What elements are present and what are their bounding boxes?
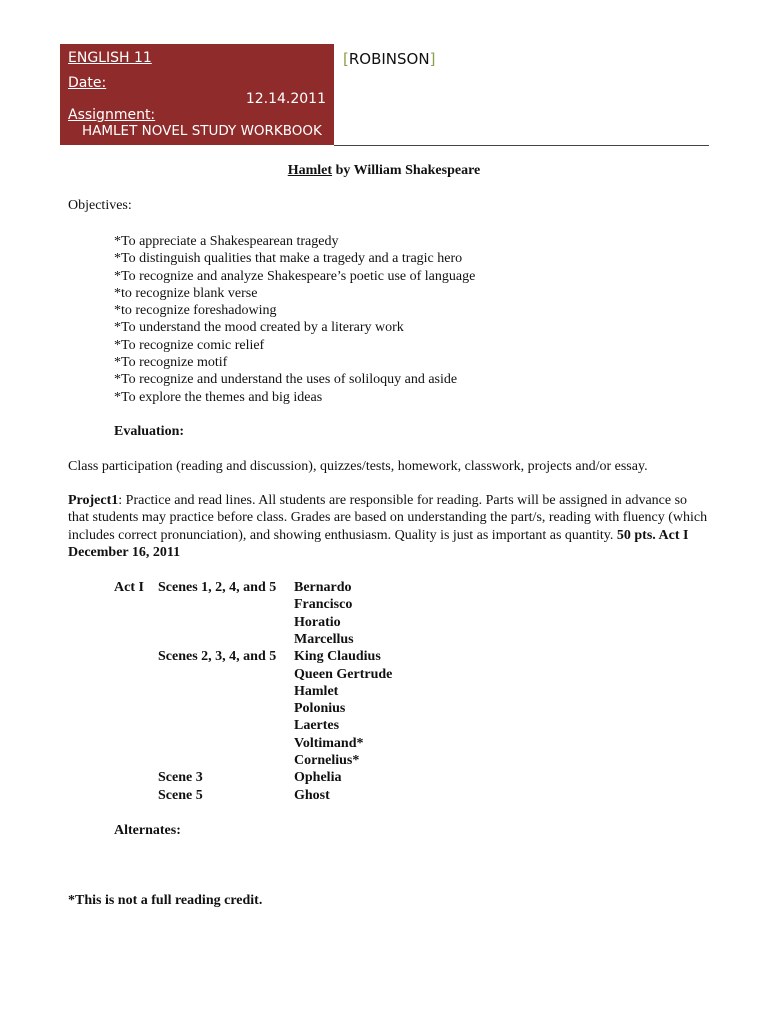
objective-item: *To recognize and understand the uses of soliloquy and aside bbox=[114, 372, 458, 388]
teacher-name bbox=[343, 50, 435, 68]
character-name: King Claudius bbox=[294, 649, 381, 665]
title-rest: by William Shakespeare bbox=[332, 163, 481, 178]
character-name: Francisco bbox=[294, 597, 353, 613]
act-label: Act I bbox=[114, 580, 144, 595]
objective-item: *To recognize motif bbox=[114, 355, 228, 371]
objective-item: *to recognize foreshadowing bbox=[114, 303, 277, 319]
scene-label: Scene 3 bbox=[158, 770, 203, 786]
alternates-label: Alternates: bbox=[114, 823, 181, 838]
character-name: Queen Gertrude bbox=[294, 666, 393, 682]
evaluation-label: Evaluation: bbox=[114, 424, 185, 439]
character-name: Polonius bbox=[294, 701, 346, 717]
course-label: ENGLISH 11 bbox=[68, 50, 152, 66]
date-value: 12.14.2011 bbox=[245, 91, 326, 107]
character-name: Hamlet bbox=[294, 683, 339, 699]
project-label: Project1 bbox=[68, 493, 119, 508]
assignment-label: Assignment: bbox=[68, 107, 156, 123]
character-name: Bernardo bbox=[294, 580, 352, 595]
teacher-bracket-close: ] bbox=[429, 50, 436, 68]
project-paragraph bbox=[68, 492, 708, 562]
objective-item: *To explore the themes and big ideas bbox=[114, 389, 323, 405]
scene-group-label: Scenes 1, 2, 4, and 5 bbox=[158, 580, 277, 595]
date-label: Date: bbox=[68, 75, 107, 91]
header-rule bbox=[334, 145, 709, 146]
title-work: Hamlet bbox=[287, 163, 333, 178]
assignment-value: HAMLET NOVEL STUDY WORKBOOK bbox=[82, 123, 322, 139]
objective-item: *To distinguish qualities that make a tragedy and a tragic hero bbox=[114, 251, 463, 267]
footnote: *This is not a full reading credit. bbox=[68, 893, 263, 908]
teacher-bracket-open: [ bbox=[343, 50, 349, 68]
character-name: Cornelius* bbox=[294, 753, 360, 768]
objective-item: *To appreciate a Shakespearean tragedy bbox=[114, 234, 339, 249]
character-name: Horatio bbox=[294, 614, 341, 630]
character-name: Ghost bbox=[294, 787, 330, 803]
evaluation-text: Class participation (reading and discussion), quizzes/tests, homework, classwork, projects and/or essay. bbox=[68, 459, 648, 474]
page-title bbox=[0, 163, 768, 179]
teacher-label: ROBINSON bbox=[348, 50, 430, 68]
objective-item: *To recognize comic relief bbox=[114, 337, 265, 353]
scene-label: Scene 5 bbox=[158, 787, 203, 803]
objective-item: *To understand the mood created by a literary work bbox=[114, 320, 404, 336]
scene-group-label: Scenes 2, 3, 4, and 5 bbox=[158, 649, 277, 665]
project-points: 50 pts. Act I December 16, 2011 bbox=[68, 527, 689, 561]
objective-item: *To recognize and analyze Shakespeare’s poetic use of language bbox=[114, 268, 476, 284]
character-name: Ophelia bbox=[294, 770, 342, 786]
project-text: : Practice and read lines. All students are responsible for reading. Parts will be assigned in advance so that students may practice before class. Grades are based on understanding the part/s, reading with fluency (which includes correct pronunciation), and showing enthusiasm. Quality is just as important as quantity. bbox=[68, 493, 708, 543]
objectives-list bbox=[114, 233, 475, 406]
character-name: Laertes bbox=[294, 718, 340, 734]
objective-item: *to recognize blank verse bbox=[114, 285, 258, 301]
character-name: Voltimand* bbox=[294, 735, 364, 751]
objectives-label: Objectives: bbox=[68, 198, 132, 213]
header-box bbox=[60, 44, 334, 145]
character-name: Marcellus bbox=[294, 631, 354, 647]
